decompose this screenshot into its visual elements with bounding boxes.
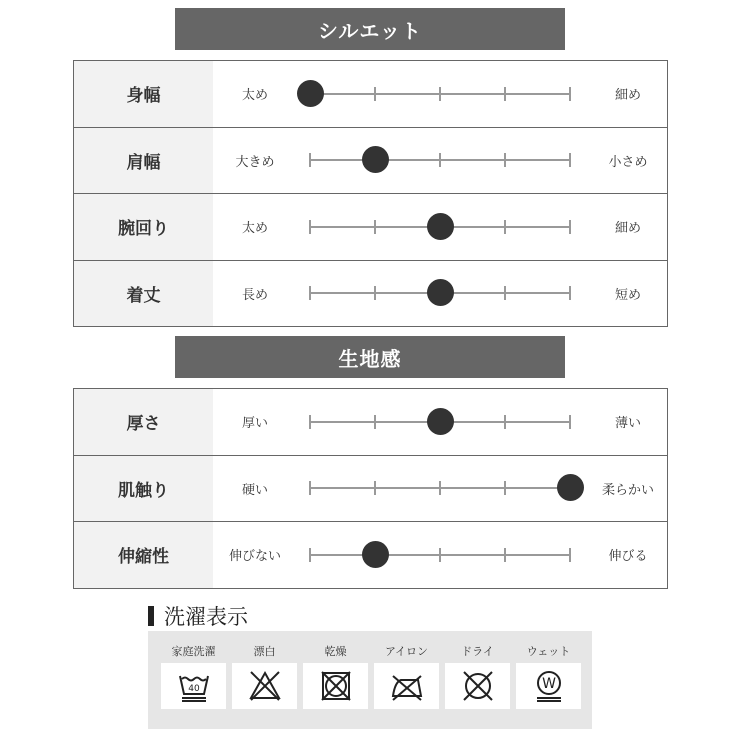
scale-knob: [362, 541, 389, 568]
row-label: 肌触り: [74, 456, 213, 522]
scale-tick: [374, 87, 376, 101]
scale-tick: [309, 415, 311, 429]
scale-tick: [374, 286, 376, 300]
left-label: 長め: [241, 287, 268, 303]
left-label: 太め: [241, 221, 268, 237]
care-item: [516, 641, 581, 709]
right-label: 細め: [614, 88, 641, 104]
scale-row: [74, 456, 667, 523]
no-iron-icon: [389, 668, 425, 704]
row-label: 厚さ: [74, 389, 213, 455]
scale-track: [310, 421, 570, 423]
row-label: 着丈: [74, 261, 213, 327]
scale-knob: [297, 80, 324, 107]
left-label: 伸びない: [228, 549, 281, 565]
right-label: 細め: [614, 221, 641, 237]
care-label: アイロン: [384, 645, 428, 658]
left-label: 太め: [241, 88, 268, 104]
care-label: 漂白: [253, 645, 276, 658]
scale-tick: [439, 481, 441, 495]
title-bar: [148, 606, 154, 626]
scale-tick: [569, 548, 571, 562]
scale-track: [310, 159, 570, 161]
care-item: [445, 641, 510, 709]
care-item: [374, 641, 439, 709]
right-label: 薄い: [614, 416, 641, 432]
scale-tick: [569, 286, 571, 300]
scale-row: [74, 128, 667, 195]
svg-text:40: 40: [187, 684, 200, 694]
row-label: 伸縮性: [74, 522, 213, 588]
scale-track: [310, 93, 570, 95]
scale-tick: [504, 415, 506, 429]
scale-row: [74, 61, 667, 128]
no-tumble-dry-icon: [318, 668, 354, 704]
care-item: [232, 641, 297, 709]
row-label: 肩幅: [74, 128, 213, 194]
scale-track: [310, 226, 570, 228]
care-label: ウェット: [526, 645, 571, 658]
scale-tick: [569, 153, 571, 167]
care-title: [148, 601, 248, 631]
care-symbols-panel: [148, 631, 592, 729]
scale-tick: [504, 220, 506, 234]
scale-tick: [309, 220, 311, 234]
right-label: 小さめ: [608, 154, 648, 170]
scale-knob: [557, 474, 584, 501]
scale-tick: [309, 153, 311, 167]
scale-knob: [427, 213, 454, 240]
scale-tick: [504, 87, 506, 101]
silhouette-table: [73, 60, 668, 327]
wet-clean-icon: [531, 668, 567, 704]
scale-tick: [439, 87, 441, 101]
no-dry-clean-icon: [460, 668, 496, 704]
care-label: ドライ: [461, 645, 494, 658]
care-item: [303, 641, 368, 709]
scale-track: [310, 487, 570, 489]
left-label: 硬い: [241, 482, 268, 498]
scale-track: [310, 554, 570, 556]
scale-tick: [569, 415, 571, 429]
care-item: [161, 641, 226, 709]
scale-tick: [374, 415, 376, 429]
scale-tick: [569, 87, 571, 101]
right-label: 短め: [614, 287, 641, 303]
scale-tick: [439, 548, 441, 562]
scale-row: [74, 522, 667, 589]
care-label: 家庭洗濯: [171, 645, 216, 658]
care-label: 乾燥: [324, 645, 347, 658]
fabric-table: [73, 388, 668, 589]
scale-tick: [504, 481, 506, 495]
scale-knob: [427, 408, 454, 435]
row-label: 腕回り: [74, 194, 213, 260]
scale-tick: [374, 220, 376, 234]
right-label: 伸びる: [608, 549, 648, 565]
no-bleach-icon: [247, 668, 283, 704]
scale-tick: [374, 481, 376, 495]
scale-tick: [504, 153, 506, 167]
svg-text:W: W: [541, 676, 556, 692]
scale-tick: [569, 220, 571, 234]
row-label: 身幅: [74, 61, 213, 127]
care-title-text: 洗濯表示: [164, 605, 248, 629]
scale-track: [310, 292, 570, 294]
scale-tick: [439, 153, 441, 167]
scale-tick: [309, 286, 311, 300]
silhouette-header: シルエット: [175, 8, 565, 50]
scale-knob: [362, 146, 389, 173]
scale-tick: [309, 481, 311, 495]
left-label: 大きめ: [235, 154, 275, 170]
right-label: 柔らかい: [601, 482, 654, 498]
scale-row: [74, 389, 667, 456]
wash-tub-40-icon: [176, 668, 212, 704]
scale-tick: [309, 548, 311, 562]
scale-tick: [504, 286, 506, 300]
scale-row: [74, 194, 667, 261]
scale-knob: [427, 279, 454, 306]
fabric-header: 生地感: [175, 336, 565, 378]
left-label: 厚い: [241, 416, 268, 432]
scale-row: [74, 261, 667, 328]
scale-tick: [504, 548, 506, 562]
